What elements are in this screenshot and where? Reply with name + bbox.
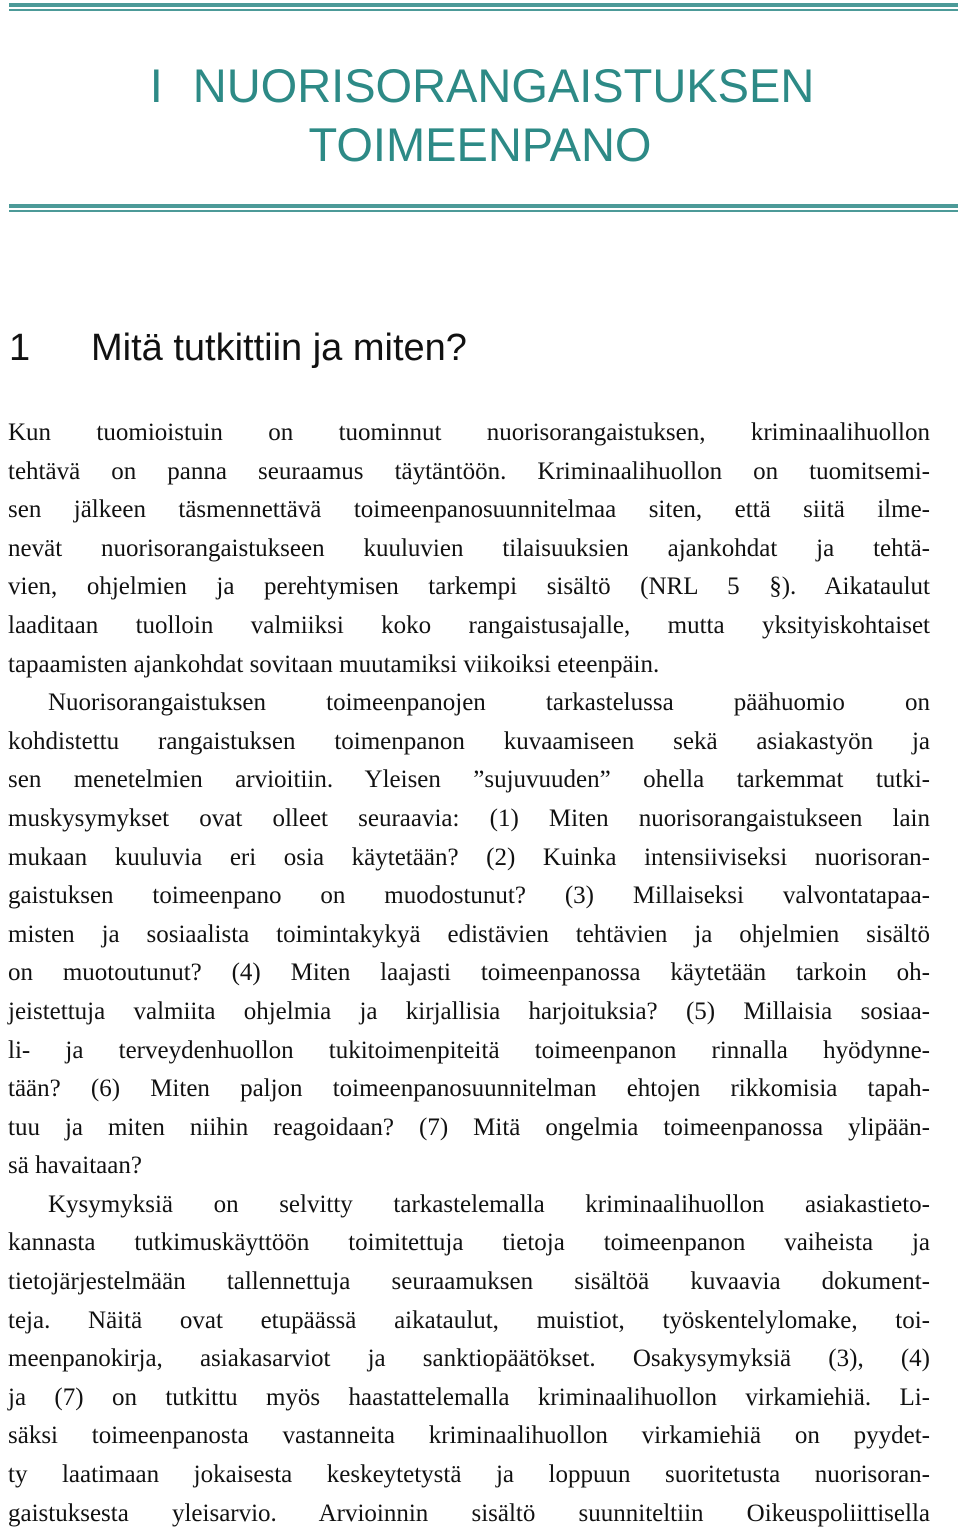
chapter-title-line1: [0, 56, 960, 115]
chapter-roman-numeral: I: [149, 59, 163, 112]
paragraph-1-line: sen jälkeen täsmennettävä toimeenpanosuunnitelmaa siten, että siitä ilme-: [8, 496, 930, 524]
paragraph-1-line: laaditaan tuolloin valmiiksi koko rangaistusajalle, mutta yksityiskohtaiset: [8, 611, 930, 639]
paragraph-2-line: muskysymykset ovat olleet seuraavia: (1) Miten nuorisorangaistukseen lain: [8, 804, 930, 832]
paragraph-1-line: nevät nuorisorangaistukseen kuuluvien tilaisuuksien ajankohdat ja tehtä-: [8, 534, 930, 562]
paragraph-2-line: jeistettuja valmiita ohjelmia ja kirjallisia harjoituksia? (5) Millaisia sosiaa-: [8, 997, 930, 1025]
chapter-title-line2: TOIMEENPANO: [308, 118, 652, 171]
paragraph-3-line: kannasta tutkimuskäyttöön toimitettuja tietoja toimeenpanon vaiheista ja: [8, 1229, 930, 1257]
paragraph-3-line: ty laatimaan jokaisesta keskeytetystä ja loppuun suoritetusta nuorisoran-: [8, 1461, 930, 1489]
paragraph-2-line: li- ja terveydenhuollon tukitoimenpiteitä toimeenpanon rinnalla hyödynne-: [8, 1036, 930, 1064]
paragraph-2-line: tään? (6) Miten paljon toimeenpanosuunnitelman ehtojen rikkomisia tapah-: [8, 1075, 930, 1103]
paragraph-2-line: kohdistettu rangaistuksen toimenpanon kuvaamiseen sekä asiakastyön ja: [8, 727, 930, 755]
bottom-rule-thick-line: [9, 204, 958, 208]
paragraph-1-line: vien, ohjelmien ja perehtymisen tarkempi sisältö (NRL 5 §). Aikataulut: [8, 573, 930, 601]
chapter-title: [0, 56, 960, 174]
bottom-rule-thin-line: [9, 210, 958, 212]
section-number: 1: [9, 327, 31, 369]
bottom-decorative-rule: [9, 204, 958, 212]
paragraph-3-line: gaistuksesta yleisarvio. Arvioinnin sisältö suunniteltiin Oikeuspoliittisella: [8, 1499, 930, 1527]
body-text: [8, 414, 930, 1533]
paragraph-3-line: teja. Näitä ovat etupäässä aikataulut, muistiot, työskentelylomake, toi-: [8, 1306, 930, 1334]
paragraph-2-line: sä havaitaan?: [8, 1152, 142, 1180]
paragraph-3-line: ja (7) on tutkittu myös haastattelemalla kriminaalihuollon virkamiehiä. Li-: [8, 1383, 930, 1411]
paragraph-2-line: on muotoutunut? (4) Miten laajasti toimeenpanossa käytetään tarkoin oh-: [8, 959, 930, 987]
paragraph-1-line: tehtävä on panna seuraamus täytäntöön. Kriminaalihuollon on tuomitsemi-: [8, 457, 930, 485]
section-title: Mitä tutkittiin ja miten?: [91, 327, 467, 369]
paragraph-1-line: tapaamisten ajankohdat sovitaan muutamiksi viikoiksi eteenpäin.: [8, 650, 660, 678]
paragraph-2-line: misten ja sosiaalista toimintakykyä edistävien tehtävien ja ohjelmien sisältö: [8, 920, 930, 948]
paragraph-3-line: säksi toimeenpanosta vastanneita kriminaalihuollon virkamiehiä on pyydet-: [8, 1422, 930, 1450]
section-heading: [9, 323, 467, 373]
paragraph-2-line: tuu ja miten niihin reagoidaan? (7) Mitä ongelmia toimeenpanossa ylipään-: [8, 1113, 930, 1141]
paragraph-3-line: meenpanokirja, asiakasarviot ja sanktiopäätökset. Osakysymyksiä (3), (4): [8, 1345, 930, 1373]
top-rule-thin-line: [9, 9, 958, 11]
chapter-title-text-1: NUORISORANGAISTUKSEN: [192, 59, 815, 112]
paragraph-2-line: gaistuksen toimeenpano on muodostunut? (3) Millaiseksi valvontatapaa-: [8, 882, 930, 910]
paragraph-1-line: Kun tuomioistuin on tuominnut nuorisorangaistuksen, kriminaalihuollon: [8, 419, 930, 446]
top-decorative-rule: [9, 3, 958, 11]
paragraph-3-line: tietojärjestelmään tallennettuja seuraamuksen sisältöä kuvaavia dokument-: [8, 1268, 930, 1296]
paragraph-3-line: Kysymyksiä on selvitty tarkastelemalla kriminaalihuollon asiakastieto-: [48, 1190, 930, 1218]
top-rule-thick-line: [9, 3, 958, 7]
paragraph-2-line: Nuorisorangaistuksen toimeenpanojen tarkastelussa päähuomio on: [48, 689, 930, 717]
paragraph-2-line: sen menetelmien arvioitiin. Yleisen ”sujuvuuden” ohella tarkemmat tutki-: [8, 766, 930, 794]
paragraph-2-line: mukaan kuuluvia eri osia käytetään? (2) Kuinka intensiiviseksi nuorisoran-: [8, 843, 930, 871]
